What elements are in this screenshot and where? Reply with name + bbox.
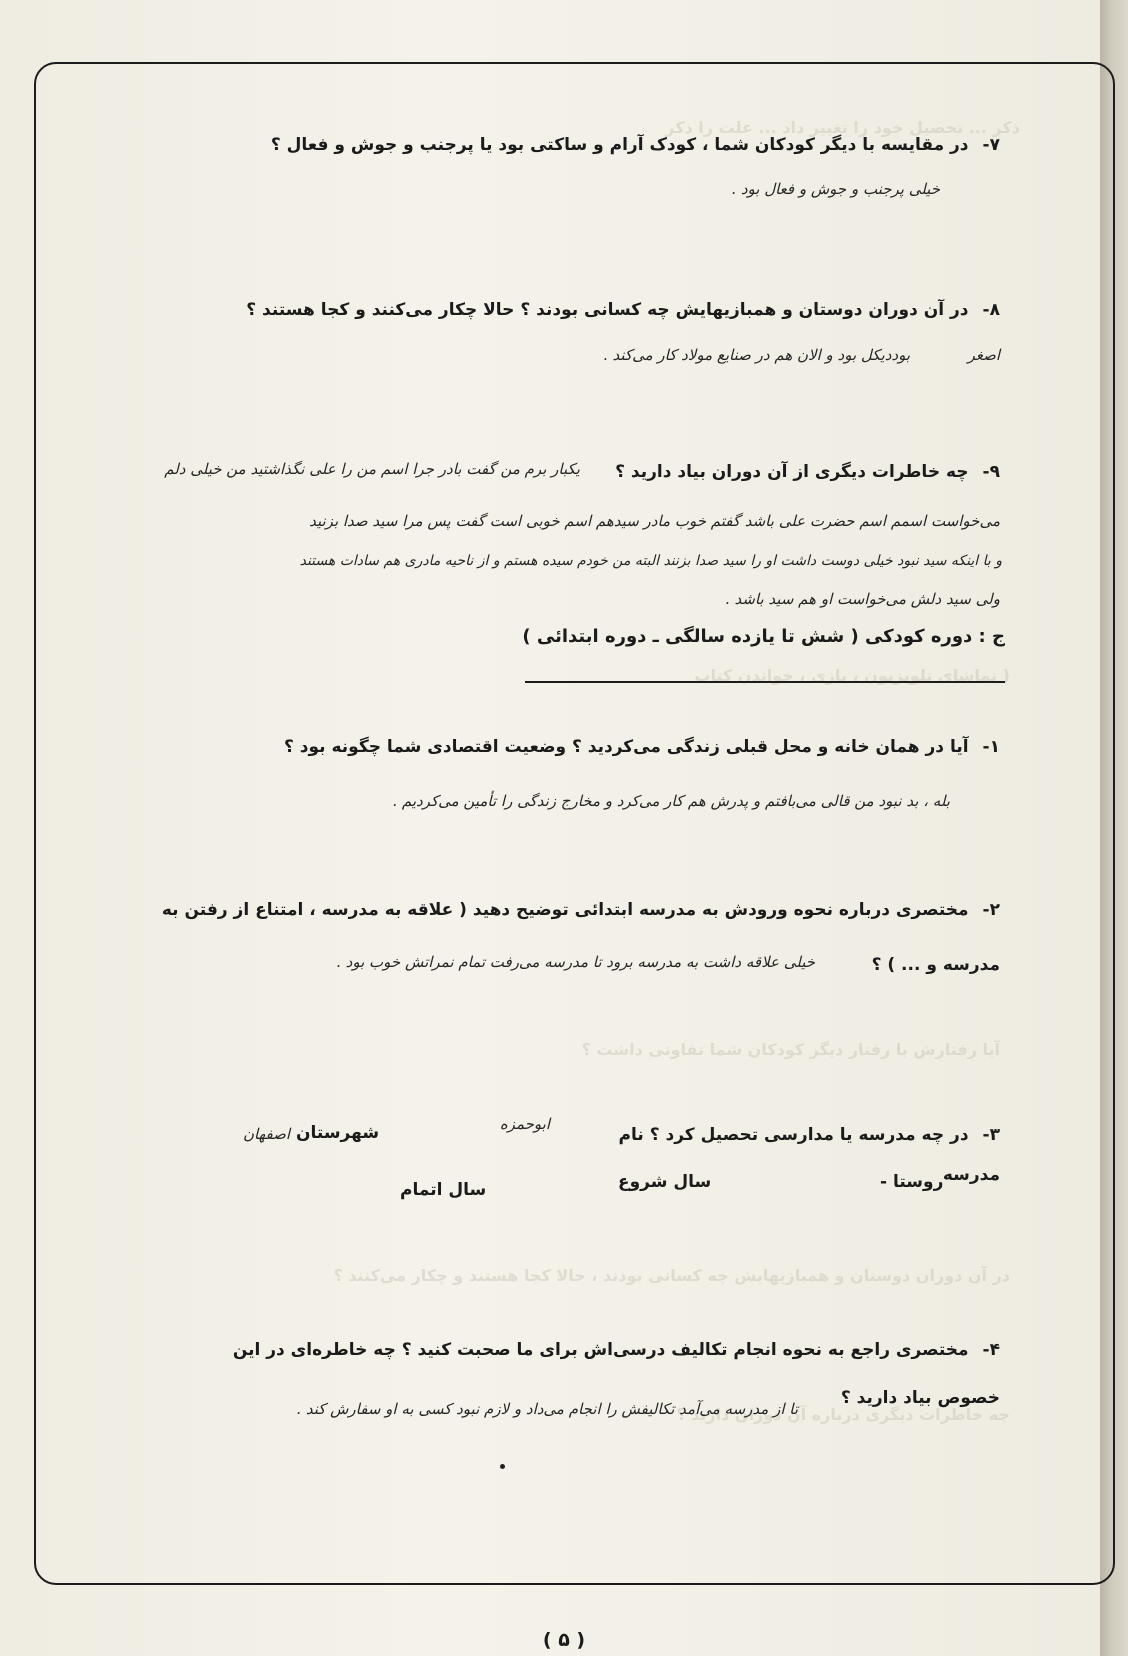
bleed-through-text: ذکر ... تحصیل خود را تغییر داد ... علت را ذکر (665, 118, 1020, 137)
question-number: ۲- (982, 900, 1000, 920)
question-1 (150, 727, 1000, 767)
end-year-label: سال اتمام (400, 1180, 487, 1200)
bleed-through-text: ( تماشای تلویزیون ، بازی ، خواندن کتاب (694, 666, 1010, 685)
question-text: آیا در همان خانه و محل قبلی زندگی می‌کردید ؟ وضعیت اقتصادی شما چگونه بود ؟ (284, 737, 969, 757)
answer-2: خیلی علاقه داشت به مدرسه برود تا مدرسه می‌رفت تمام نمراتش خوب بود . (336, 953, 815, 971)
answer-8: بوددیکل بود و الان هم در صنایع مولاد کار می‌کند . (603, 346, 910, 364)
question-8 (140, 290, 1000, 330)
section-underline (525, 681, 1005, 683)
question-4-continued: خصوص بیاد دارید ؟ (840, 1388, 1000, 1408)
answer-9-line: و با اینکه سید نبود خیلی دوست داشت او را سید صدا بزنند البته من خودم سیده هستم و از ناحیه مادری هم سادات هستند (299, 553, 1002, 569)
answer-9-line: ولی سید دلش می‌خواست او هم سید باشد . (724, 590, 1000, 608)
question-9 (560, 452, 1000, 492)
question-4 (160, 1330, 1000, 1370)
question-number: ۳- (982, 1125, 1000, 1145)
question-text: مختصری راجع به نحوه انجام تکالیف درسی‌اش برای ما صحبت کنید ؟ چه خاطره‌ای در این (232, 1340, 969, 1360)
question-number: ۹- (982, 462, 1000, 482)
question-2 (150, 890, 1000, 930)
answer-7: خیلی پرجنب و جوش و فعال بود . (731, 180, 940, 198)
question-number: ۴- (982, 1340, 1000, 1360)
question-number: ۸- (982, 300, 1000, 320)
answer-8-prefix: اصغر (967, 346, 1000, 364)
question-7 (180, 125, 1000, 165)
question-text: مختصری درباره نحوه ورودش به مدرسه ابتدائی توضیح دهید ( علاقه به مدرسه ، امتناع از رفتن به (161, 900, 969, 920)
city-value: اصفهان (243, 1125, 290, 1143)
answer-9-line: می‌خواست اسمم اسم حضرت علی باشد گفتم خوب مادر سیدهم اسم خوبی است گفت پس مرا سید صدا بزنید (309, 512, 1000, 530)
answer-1: بله ، بد نبود من قالی می‌بافتم و پدرش هم کار می‌کرد و مخارج زندگی را تأمین می‌کردیم . (392, 792, 950, 810)
answer-9-line: یکبار برم من گفت بادر جرا اسم من را علی نگذاشتید من خیلی دلم (164, 460, 580, 478)
answer-4: تا از مدرسه می‌آمد تکالیفش را انجام می‌داد و لازم نبود کسی به او سفارش کند . (296, 1400, 798, 1418)
city-label: شهرستان (296, 1123, 380, 1143)
school-name: ابوحمزه (499, 1115, 550, 1133)
question-text: در آن دوران دوستان و همبازیهایش چه کسانی بودند ؟ حالا چکار می‌کنند و کجا هستند ؟ (246, 300, 969, 320)
village-label: روستا - (880, 1172, 944, 1192)
ink-dot (500, 1464, 505, 1469)
question-number: ۷- (982, 135, 1000, 155)
question-2-continued: مدرسه و ... ) ؟ (871, 955, 1000, 975)
question-number: ۱- (982, 737, 1000, 757)
section-title: ج : دوره کودکی ( شش تا یازده سالگی ـ دوره ابتدائی ) (522, 626, 1005, 647)
bleed-through-text: چه خاطرات دیگری درباره آن دوران دارید ؟ (676, 1405, 1010, 1424)
bleed-through-text: آیا رفتارش با رفتار دیگر کودکان شما تفاوتی داشت ؟ (581, 1040, 1000, 1059)
start-year-label: سال شروع (618, 1172, 712, 1192)
question-text: در چه مدرسه یا مدارسی تحصیل کرد ؟ نام مدرسه (618, 1125, 1000, 1185)
question-text: در مقایسه با دیگر کودکان شما ، کودک آرام و ساکتی بود یا پرجنب و جوش و فعال ؟ (270, 135, 969, 155)
page-number: ( ۵ ) (542, 1629, 586, 1651)
question-text: چه خاطرات دیگری از آن دوران بیاد دارید ؟ (615, 462, 969, 482)
bleed-through-text: در آن دوران دوستان و همبازیهایش چه کسانی بودند ، حالا کجا هستند و چکار می‌کنند ؟ (333, 1266, 1010, 1285)
